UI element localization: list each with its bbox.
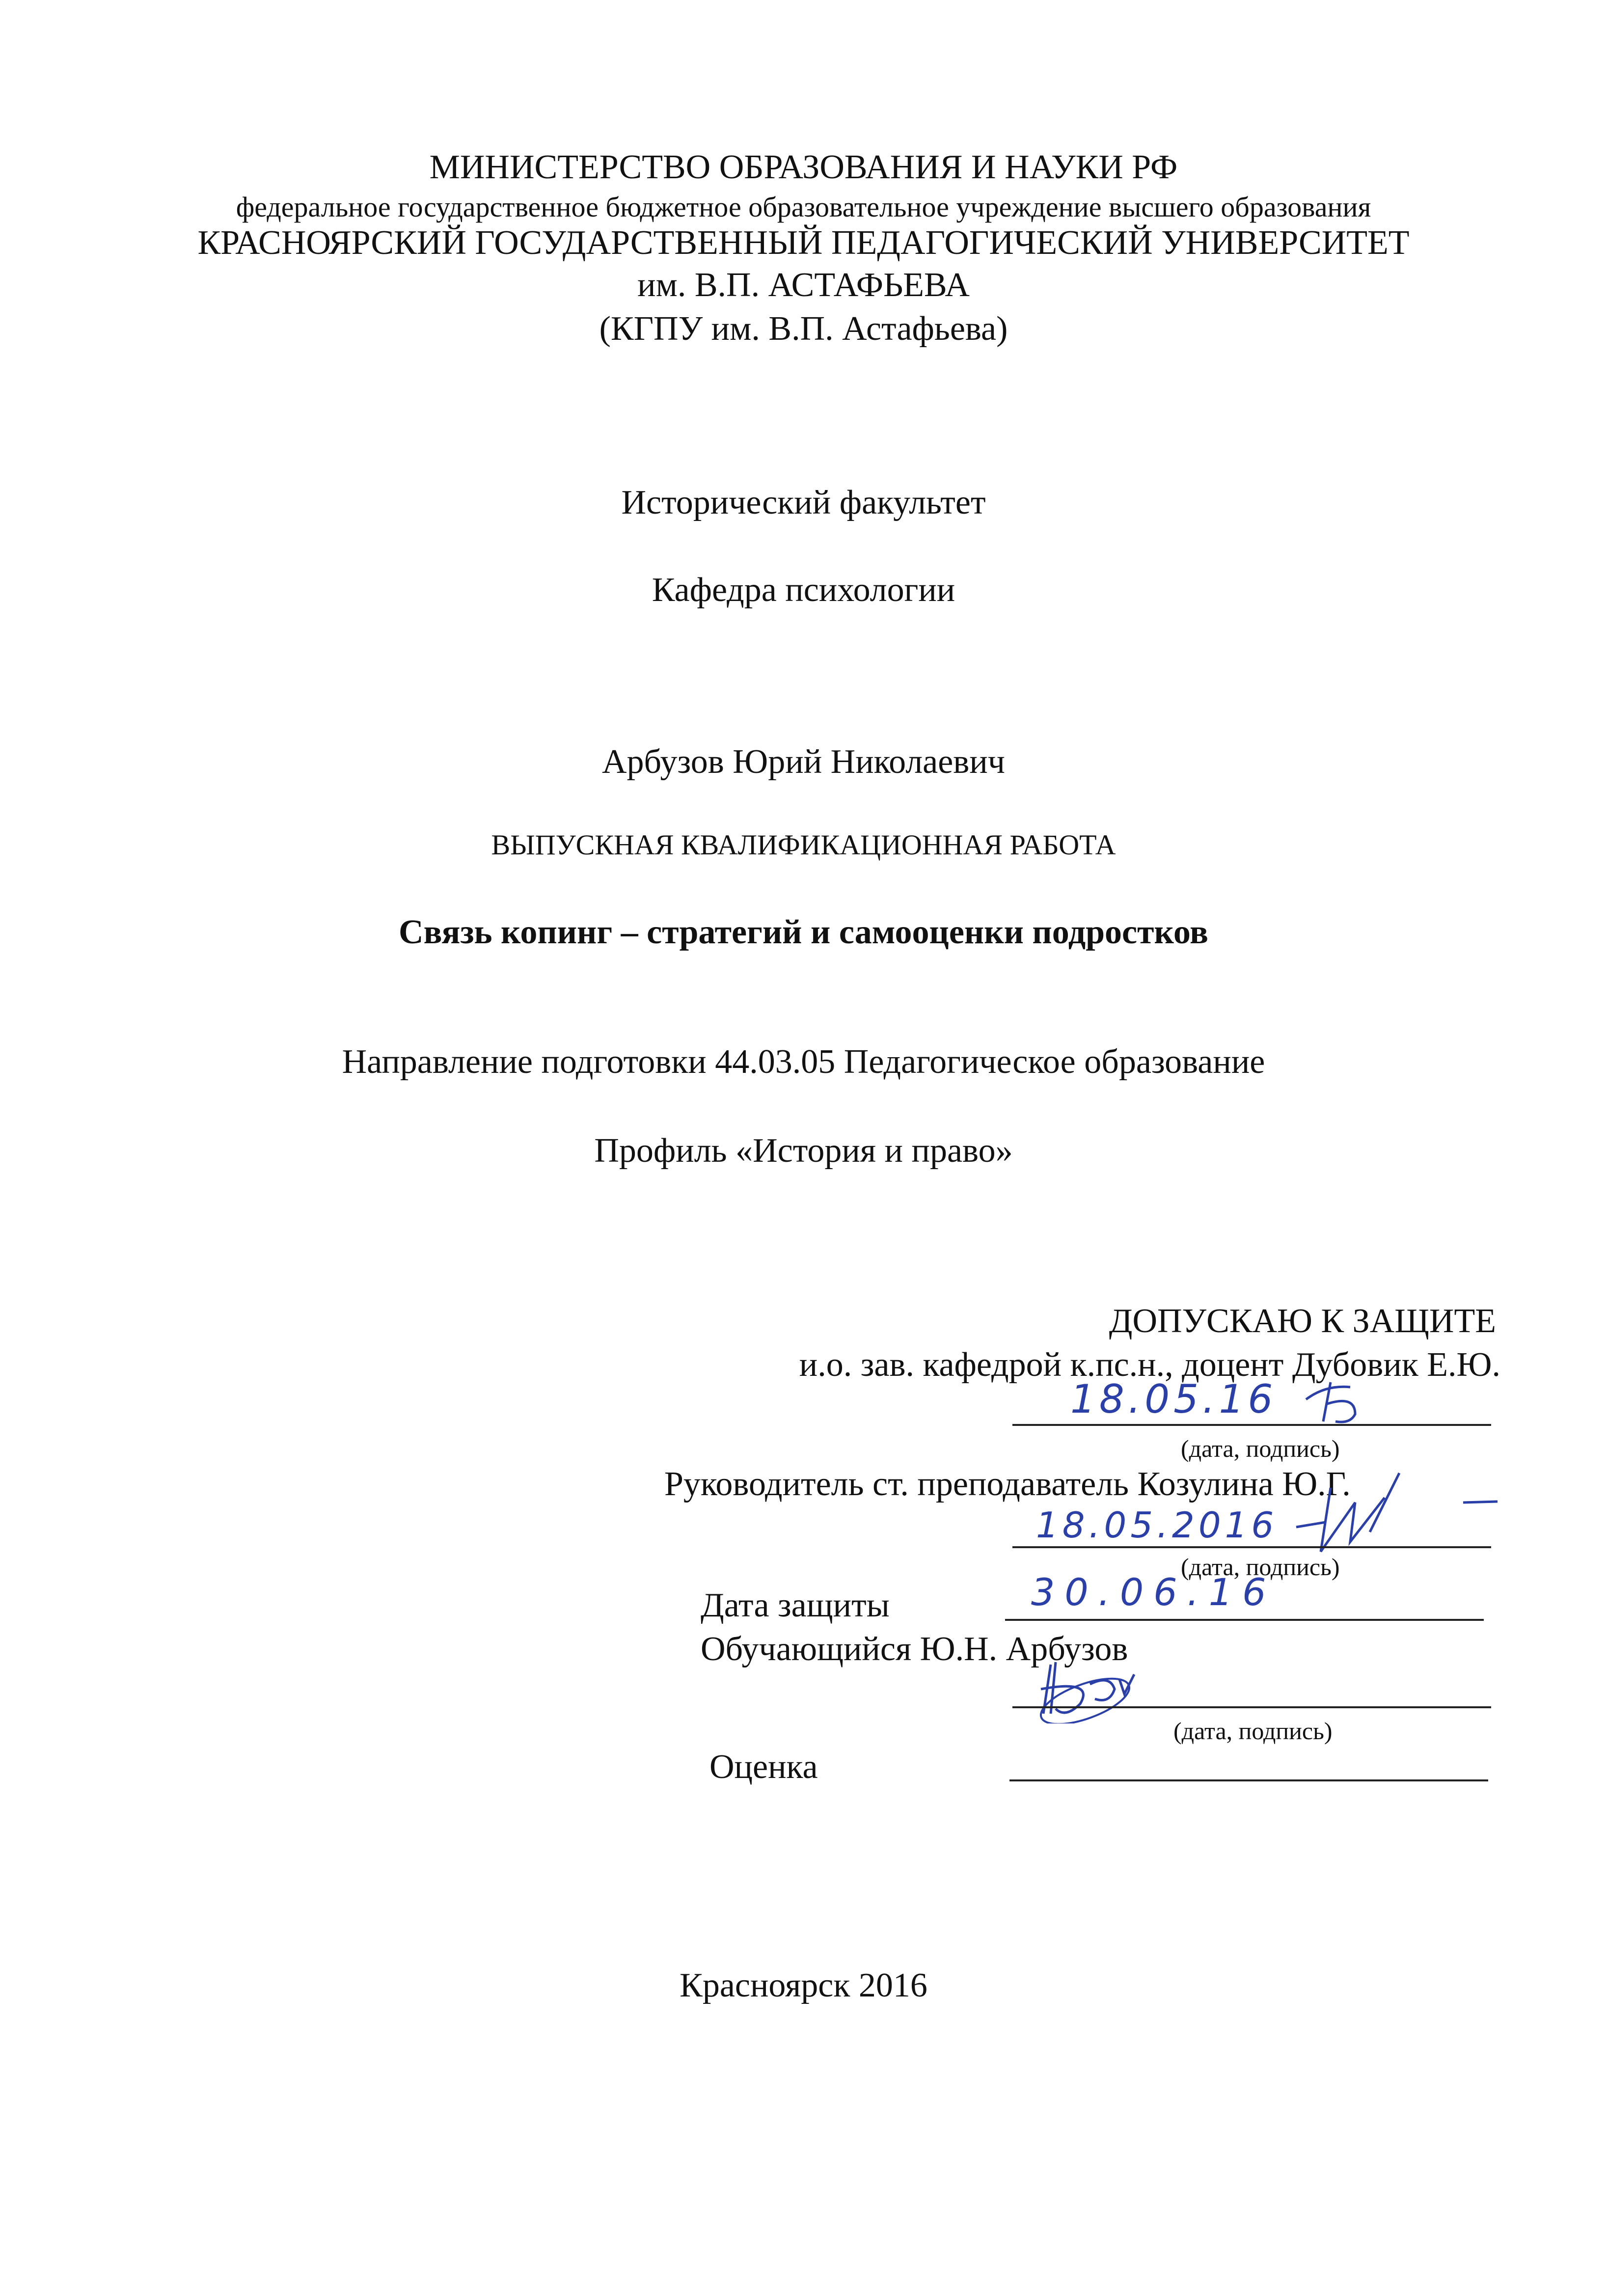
university-name: КРАСНОЯРСКИЙ ГОСУДАРСТВЕННЫЙ ПЕДАГОГИЧЕСКИЙ УНИВЕРСИТЕТ [197, 224, 1410, 262]
approval-heading: ДОПУСКАЮ К ЗАЩИТЕ [1109, 1302, 1496, 1340]
supervisor-signature-line [1012, 1546, 1491, 1548]
supervisor-signature [1286, 1468, 1502, 1566]
study-direction: Направление подготовки 44.03.05 Педагогическое образование [342, 1043, 1265, 1081]
work-type: ВЫПУСКНАЯ КВАЛИФИКАЦИОННАЯ РАБОТА [491, 829, 1116, 861]
head-of-department: и.о. зав. кафедрой к.пс.н., доцент Дубовик Е.Ю. [799, 1346, 1500, 1384]
student-signature-line [1012, 1706, 1491, 1708]
student: Обучающийся Ю.Н. Арбузов [701, 1630, 1128, 1668]
defense-date-line [1005, 1619, 1484, 1621]
date-signature-caption: (дата, подпись) [1181, 1553, 1340, 1581]
defense-date-handwritten: 30.06.16 [1031, 1570, 1276, 1614]
department: Кафедра психологии [652, 571, 955, 609]
supervisor: Руководитель ст. преподаватель Козулина Ю.Г. [664, 1465, 1351, 1503]
grade-label: Оценка [709, 1748, 818, 1786]
author-name: Арбузов Юрий Николаевич [602, 743, 1005, 781]
student-signature [1036, 1655, 1159, 1723]
defense-date-label: Дата защиты [701, 1586, 890, 1624]
head-date-handwritten: 18.05.16 [1070, 1376, 1277, 1422]
head-signature-line [1012, 1424, 1491, 1426]
date-signature-caption: (дата, подпись) [1173, 1717, 1333, 1745]
supervisor-date-handwritten: 18.05.2016 [1036, 1504, 1278, 1546]
head-signature [1296, 1375, 1375, 1429]
university-named-after: им. В.П. АСТАФЬЕВА [637, 266, 970, 304]
faculty: Исторический факультет [621, 484, 986, 521]
city-year: Красноярск 2016 [680, 1967, 927, 2004]
institution-type: федеральное государственное бюджетное образовательное учреждение высшего образования [236, 191, 1371, 223]
study-profile: Профиль «История и право» [594, 1132, 1013, 1170]
thesis-title: Связь копинг – стратегий и самооценки подростков [399, 913, 1208, 951]
grade-line [1009, 1779, 1488, 1781]
date-signature-caption: (дата, подпись) [1181, 1435, 1340, 1462]
ministry: МИНИСТЕРСТВО ОБРАЗОВАНИЯ И НАУКИ РФ [429, 148, 1178, 186]
university-abbr: (КГПУ им. В.П. Астафьева) [599, 310, 1008, 348]
